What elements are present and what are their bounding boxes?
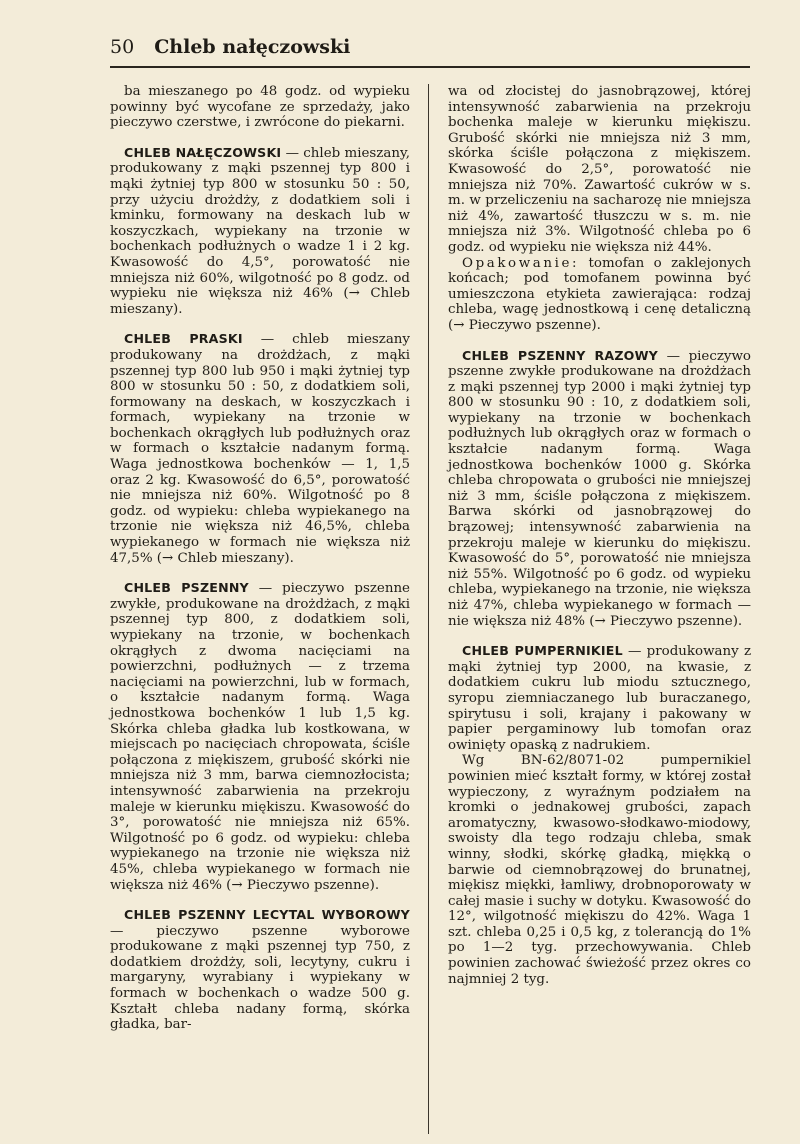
- page-header: [110, 36, 750, 64]
- pumpernikiel-standard-paragraph: Wg BN-62/8071-02 pumpernikiel powinien mieć kształt formy, w której został wypieczony, z wyraźnym podziałem na kromki o jednakowej grubości, zapach aromatyczny, kwasowo-słodkawo-miodowy, swoisty dla tego rodzaju chleba, smak winny, słodki, skórkę gładką, miękką o barwie od ciemnobrązowej do brunatnej, miękisz miękki, łamliwy, drobnoporowaty w całej masie i suchy w dotyku. Kwasowość do 12°, wilgotność miękiszu do 42%. Waga 1 szt. chleba 0,25 i 0,5 kg, z tolerancją do 1% po 1—2 tyg. przechowywania. Chleb powinien zachować świeżość przez okres co najmniej 2 tyg.: [448, 753, 751, 987]
- left-column: [110, 84, 410, 1033]
- right-column: [448, 84, 751, 987]
- entry-chleb-pszenny-lecytal: [110, 907, 410, 1033]
- packaging-label: Opakowanie:: [462, 255, 580, 271]
- continuation-paragraph: wa od złocistej do jasnobrązowej, której intensywność zabarwienia na przekroju bochenka maleje w kierunku miękiszu. Grubość skórki nie mniejsza niż 3 mm, skórka ściśle połączona z miękiszem. Kwasowość do 2,5°, porowatość nie mniejsza niż 70%. Zawartość cukrów w s. m. w przeliczeniu na sacharozę nie mniejsza niż 4%, zawartość tłuszczu w s. m. nie mniejsza niż 3%. Wilgotność chleba po 6 godz. od wypieku nie większa niż 44%.: [448, 84, 751, 255]
- entry-text: — chleb mieszany produkowany na drożdżach, z mąki pszennej typ 800 lub 950 i mąki żytniej typ 800 w stosunku 50 : 50, z dodatkiem soli, formowany na deskach, w koszyczkach i formach, wypiekany na trzonie w bochenkach okrągłych lub podłużnych oraz w formach o kształcie nadanym formą. Waga jednostkowa bochenków — 1, 1,5 oraz 2 kg. Kwasowość do 6,5°, porowatość nie mniejsza niż 60%. Wilgotność po 8 godz. od wypieku: chleba wypiekanego na trzonie nie większa niż 46,5%, chleba wypiekanego w formach nie większa niż 47,5% (→ Chleb mieszany).: [110, 332, 410, 566]
- entry-chleb-praski: [110, 331, 410, 566]
- entry-headword: CHLEB PRASKI: [124, 331, 243, 347]
- page-number: 50: [110, 36, 135, 58]
- running-title: Chleb nałęczowski: [154, 36, 351, 58]
- entry-text: — produkowany z mąki żytniej typ 2000, na kwasie, z dodatkiem cukru lub miodu sztucznego, syropu ziemniaczanego lub buraczanego, spirytusu i soli, krajany i pakowany w papier pergaminowy lub tomofan oraz owinięty opaską z nadrukiem.: [448, 644, 751, 753]
- entry-headword: CHLEB PSZENNY RAZOWY: [462, 347, 658, 363]
- entry-chleb-pszenny-razowy: [448, 348, 751, 630]
- packaging-text: tomofan o zaklejonych końcach; pod tomofanem powinna być umieszczona etykieta zawierająca: rodzaj chleba, wagę jednostkową i cenę detaliczną (→ Pieczywo pszenne).: [448, 255, 751, 333]
- header-rule: [110, 66, 750, 68]
- entry-text: — pieczywo pszenne zwykłe, produkowane na drożdżach, z mąki pszennej typ 800, z dodatkiem soli, wypiekany na trzonie, w bochenkach okrągłych z dwoma nacięciami na powierzchni, podłużnych — z trzema nacięciami na powierzchni, lub w formach, o kształcie nadanym formą. Waga jednostkowa bochenków 1 lub 1,5 kg. Skórka chleba gładka lub kostkowana, w miejscach po nacięciach chropowata, ściśle połączona z miękiszem, grubość skórki nie mniejsza niż 3 mm, barwa ciemnozłocista; intensywność zabarwienia na przekroju maleje w kierunku miękiszu. Kwasowość do 3°, porowatość nie mniejsza niż 65%. Wilgotność po 6 godz. od wypieku: chleba wypiekanego na trzonie nie większa niż 45%, chleba wypiekanego w formach nie większa niż 46% (→ Pieczywo pszenne).: [110, 581, 410, 893]
- entry-chleb-pumpernikiel: [448, 643, 751, 753]
- entry-text: — chleb mieszany, produkowany z mąki pszennej typ 800 i mąki żytniej typ 800 w stosunku 50 : 50, przy użyciu drożdży, z dodatkiem soli i kminku, formowany na deskach lub w koszyczkach, wypiekany na trzonie w bochenkach podłużnych o wadze 1 i 2 kg. Kwasowość do 4,5°, porowatość nie mniejsza niż 60%, wilgotność po 8 godz. od wypieku nie większa niż 46% (→ Chleb mieszany).: [110, 145, 410, 317]
- entry-text: — pieczywo pszenne zwykłe produkowane na drożdżach z mąki pszennej typ 2000 i mąki żytniej typ 800 w stosunku 90 : 10, z dodatkiem soli, wypiekany na trzonie w bochenkach podłużnych lub okrągłych oraz w formach o kształcie nadanym formą. Waga jednostkowa bochenków 1000 g. Skórka chleba chropowata o grubości nie mniejszej niż 3 mm, ściśle połączona z miękiszem. Barwa skórki od jasnobrązowej do brązowej; intensywność zabarwienia na przekroju maleje w kierunku do miękiszu. Kwasowość do 5°, porowatość nie mniejsza niż 55%. Wilgotność po 6 godz. od wypieku chleba, wypiekanego na trzonie, nie większa niż 47%, chleba wypiekanego w formach — nie większa niż 48% (→ Pieczywo pszenne).: [448, 348, 751, 629]
- entry-chleb-naleczowski: [110, 145, 410, 318]
- packaging-paragraph: [448, 256, 751, 334]
- entry-headword: CHLEB NAŁĘCZOWSKI: [124, 144, 282, 160]
- entry-text: — pieczywo pszenne wyborowe produkowane z mąki pszennej typ 750, z dodatkiem drożdży, soli, lecytyny, cukru i margaryny, wyrabiany i wypiekany w formach w bochenkach o wadze 500 g. Kształt chleba nadany formą, skórka gładka, bar-: [110, 923, 410, 1033]
- entry-headword: CHLEB PSZENNY LECYTAL WYBOROWY: [124, 907, 410, 923]
- entry-headword: CHLEB PUMPERNIKIEL: [462, 643, 623, 659]
- entry-chleb-pszenny: [110, 580, 410, 893]
- entry-headword: CHLEB PSZENNY: [124, 580, 249, 596]
- intro-paragraph: ba mieszanego po 48 godz. od wypieku powinny być wycofane ze sprzedaży, jako pieczywo czerstwe, i zwrócone do piekarni.: [110, 84, 410, 131]
- column-divider: [428, 84, 429, 1134]
